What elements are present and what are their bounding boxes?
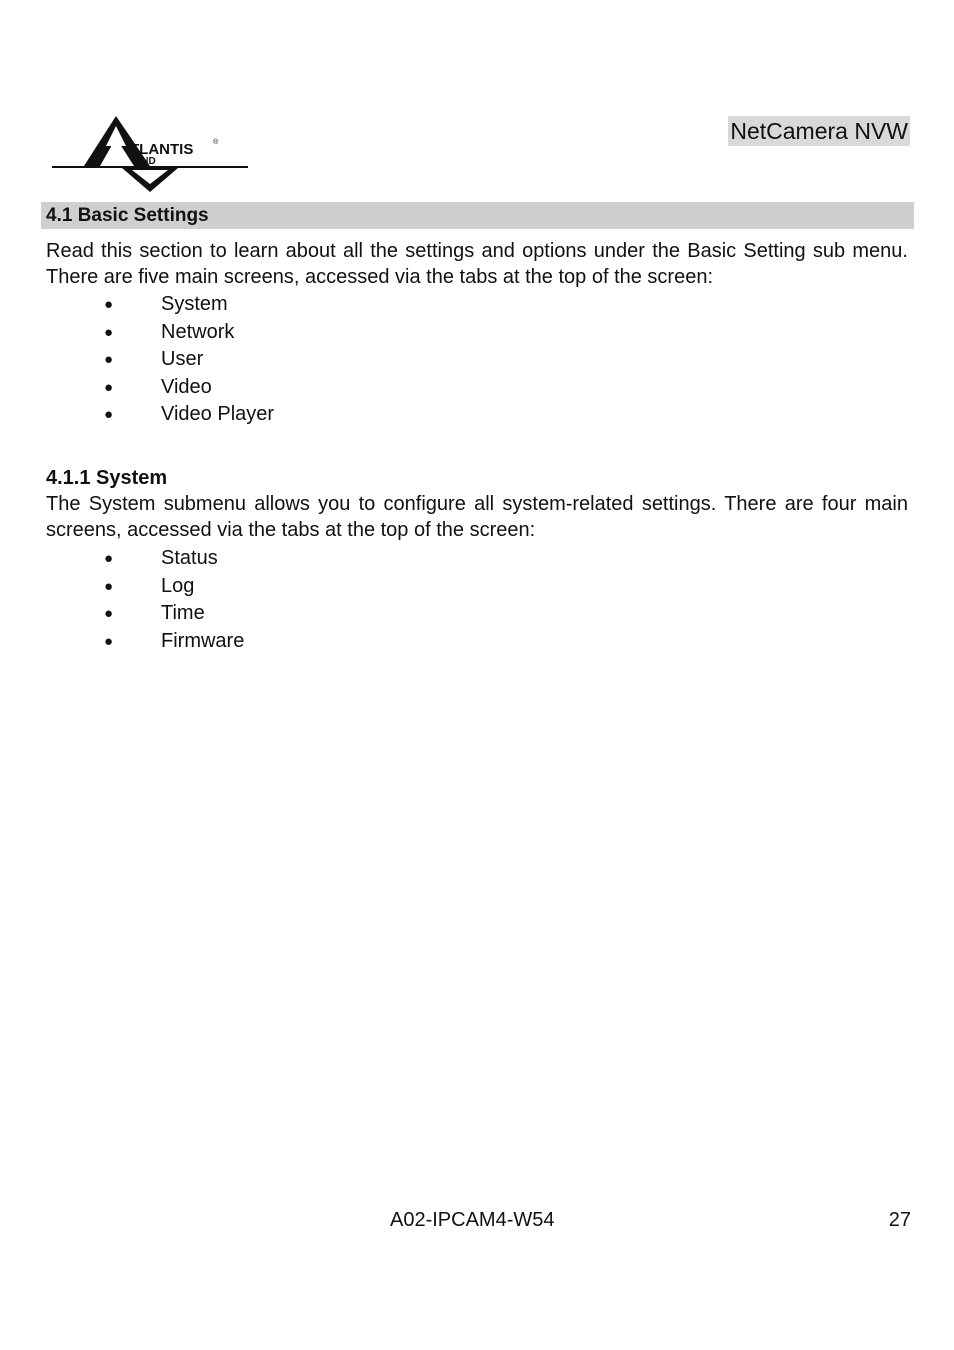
- svg-text:®: ®: [213, 139, 219, 146]
- bullet-icon: ●: [104, 378, 114, 396]
- bullet-icon: ●: [104, 550, 114, 567]
- bullet-icon: ●: [104, 577, 114, 595]
- svg-text:TLANTIS: TLANTIS: [130, 141, 194, 158]
- page-number: 27: [888, 1209, 911, 1231]
- section-heading-bar: [41, 202, 914, 229]
- bullet-icon: ●: [104, 351, 114, 368]
- bullet-icon: ●: [104, 406, 114, 423]
- subsection-intro: The System submenu allows you to configure all system-related settings. There are four main screens, accessed via the tabs at the top of the screen:: [46, 493, 908, 541]
- bullet-icon: ●: [104, 605, 114, 622]
- section-intro: Read this section to learn about all the settings and options under the Basic Setting sub menu. There are five main screens, accessed via the tabs at the top of the screen:: [46, 240, 908, 288]
- bullet-icon: ●: [104, 296, 114, 313]
- subsection-title: 4.1.1 System: [46, 467, 168, 489]
- section-title: 4.1 Basic Settings: [46, 205, 209, 226]
- bullet-icon: ●: [104, 323, 114, 341]
- svg-text:AND: AND: [134, 156, 156, 167]
- atlantis-land-logo: [50, 108, 250, 198]
- bullet-icon: ●: [104, 632, 114, 650]
- footer-model-code: A02-IPCAM4-W54: [390, 1209, 555, 1231]
- product-name: NetCamera NVW: [730, 118, 908, 144]
